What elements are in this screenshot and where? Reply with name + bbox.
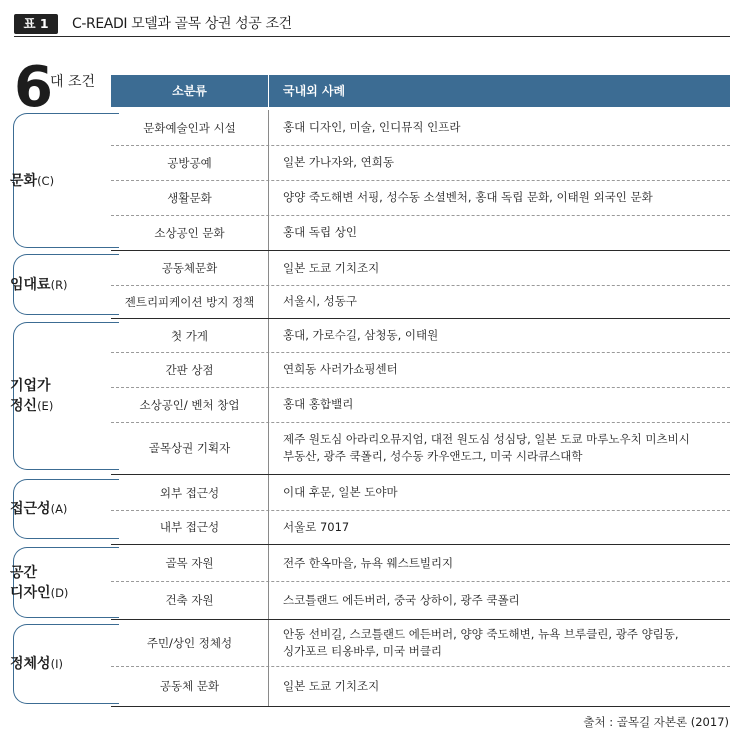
table-row: 소상공인/ 벤처 창업 홍대 홍합밸리 (111, 387, 730, 422)
table-row: 골목 자원 전주 한옥마을, 뉴욕 웨스트빌리지 (111, 545, 730, 581)
table-row: 생활문화 양양 죽도해변 서핑, 성수동 소셜벤처, 홍대 독립 문화, 이태원 외국인 문화 (111, 180, 730, 215)
source-note: 출처 : 골목길 자본론 (2017) (583, 715, 729, 729)
table-row: 주민/상인 정체성 안동 선비길, 스코틀랜드 에든버러, 양양 죽도해변, 뉴욕 브루클린, 광주 양림동, 싱가포르 티옹바루, 미국 버클리 (111, 620, 730, 666)
six-numeral: 6 (14, 55, 51, 120)
table-row: 공동체 문화 일본 도쿄 기치조지 (111, 666, 730, 706)
column-header-sub: 소분류 (111, 75, 268, 107)
table-row: 외부 접근성 이대 후문, 일본 도야마 (111, 475, 730, 510)
column-header-example: 국내외 사례 (269, 75, 730, 107)
table-row: 문화예술인과 시설 홍대 디자인, 미술, 인디뮤직 인프라 (111, 110, 730, 145)
table-row: 첫 가게 홍대, 가로수길, 삼청동, 이태원 (111, 319, 730, 352)
category-label-entrepreneurship: 기업가 정신(E) (10, 378, 54, 414)
table-row: 간판 상점 연희동 사러가쇼핑센터 (111, 352, 730, 387)
table-row: 건축 자원 스코틀랜드 에든버러, 중국 상하이, 광주 쿡폴리 (111, 581, 730, 619)
table-row: 젠트리피케이션 방지 정책 서울시, 성동구 (111, 285, 730, 318)
table-row: 소상공인 문화 홍대 독립 상인 (111, 215, 730, 250)
category-label-culture: 문화(C) (10, 173, 55, 189)
category-label-access: 접근성(A) (10, 501, 68, 517)
category-label-identity: 정체성(I) (10, 656, 63, 672)
table-row: 공동체문화 일본 도쿄 기치조지 (111, 251, 730, 285)
category-label-design: 공간 디자인(D) (10, 565, 69, 601)
table-row: 골목상권 기획자 제주 원도심 아라리오뮤지엄, 대전 원도심 성심당, 일본 도쿄 마루노우치 미츠비시 부동산, 광주 쿡폴리, 성수동 카우앤도그, 미국 시라큐스대학 (111, 422, 730, 474)
category-label-rent: 임대료(R) (10, 277, 68, 293)
table-title: C-READI 모델과 골목 상권 성공 조건 (72, 16, 292, 32)
table-row: 내부 접근성 서울로 7017 (111, 510, 730, 544)
six-label: 대 조건 (50, 74, 96, 90)
table-badge: 표 1 (14, 14, 58, 34)
table-row: 공방공예 일본 가나자와, 연희동 (111, 145, 730, 180)
title-bar (14, 14, 730, 37)
